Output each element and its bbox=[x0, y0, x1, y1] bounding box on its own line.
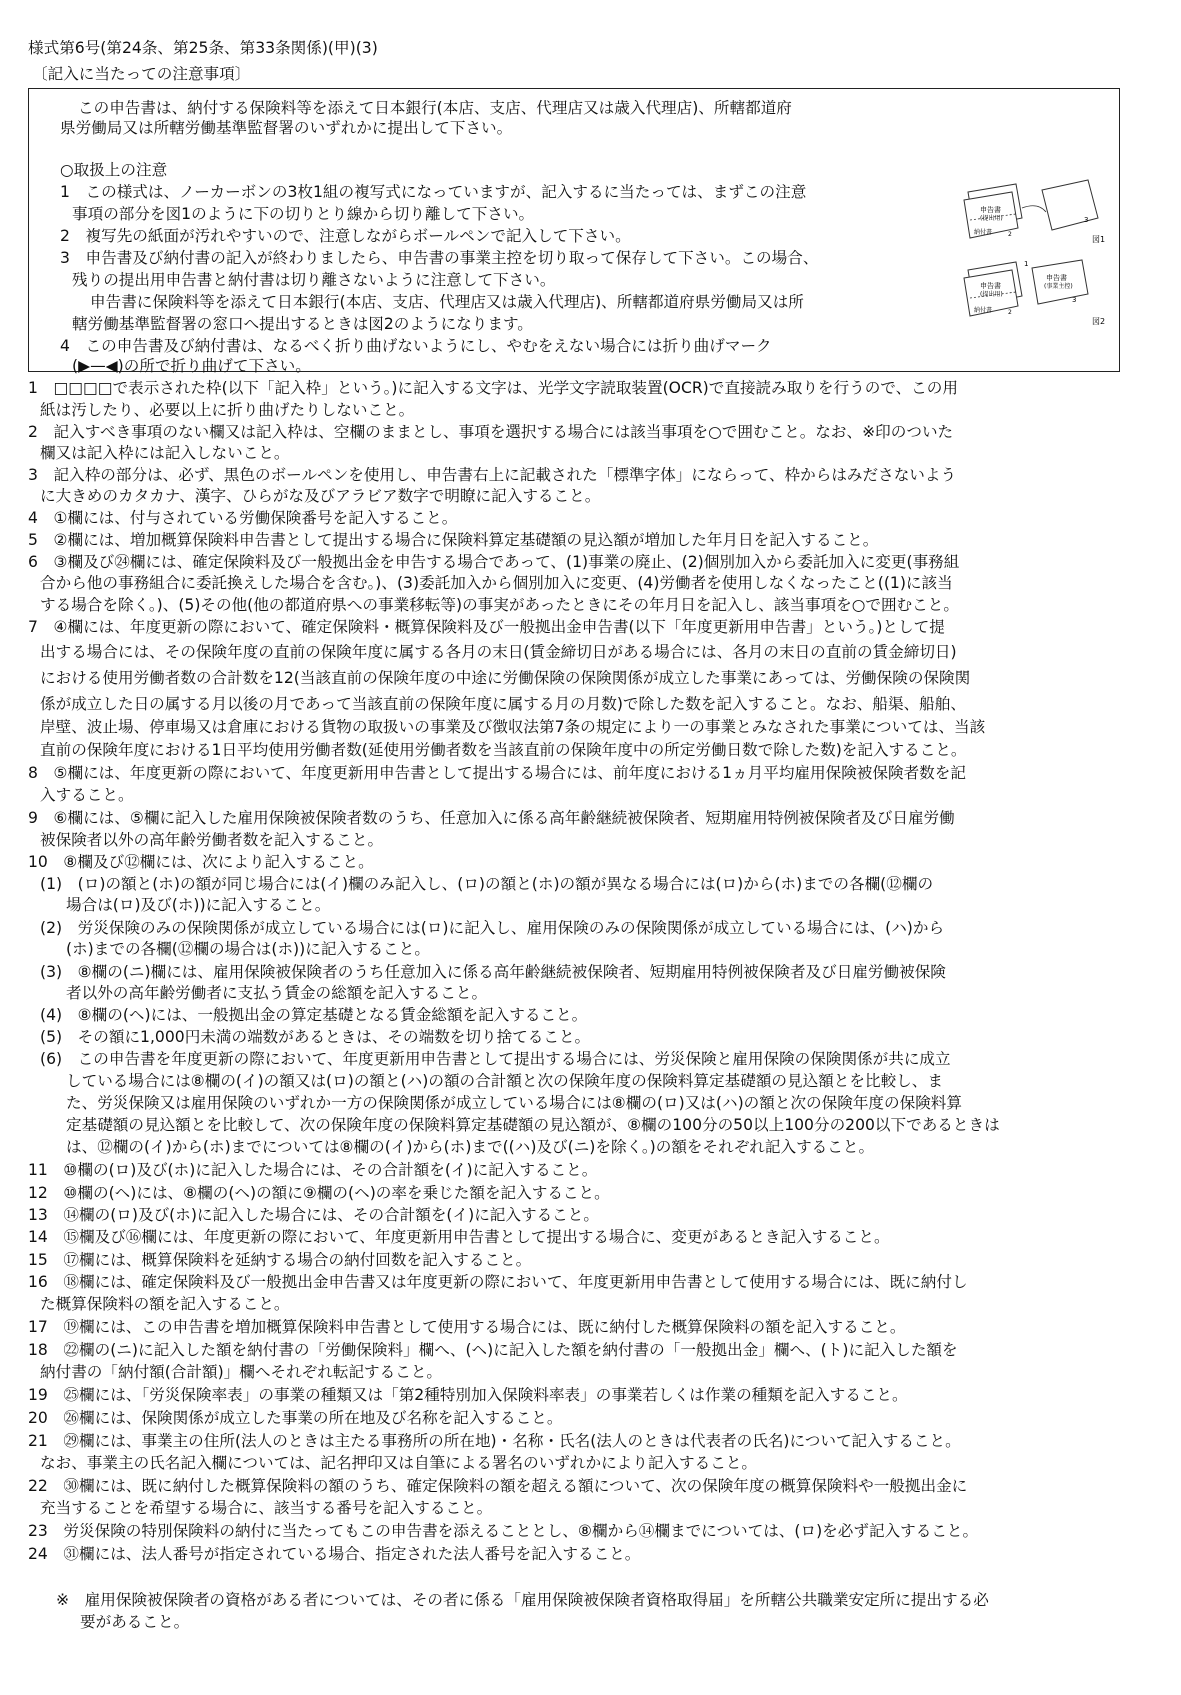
note-line: 岸壁、波止場、停車場又は倉庫における貨物の取扱いの事業及び徴収法第7条の規定により一の事業とみなされた事業については、当該 bbox=[40, 718, 986, 736]
note-line: (5) その額に1,000円未満の端数があるときは、その端数を切り捨てること。 bbox=[40, 1028, 591, 1046]
note-line: 24 ㉛欄には、法人番号が指定されている場合、指定された法人番号を記入すること。 bbox=[28, 1545, 641, 1563]
note-line: 係が成立した日の属する月以後の月であって当該直前の保険年度に属する月の月数)で除した数を記入すること。なお、船渠、船舶、 bbox=[40, 695, 966, 713]
fig2-sheet3-label: 申告書 bbox=[1046, 274, 1067, 282]
box-line: 4 この申告書及び納付書は、なるべく折り曲げないようにし、やむをえない場合には折り曲げマーク bbox=[60, 337, 772, 355]
note-line: 2 記入すべき事項のない欄又は記入枠は、空欄のままとし、事項を選択する場合には該当事項を○で囲むこと。なお、※印のついた bbox=[28, 423, 954, 441]
note-line: 6 ③欄及び㉔欄には、確定保険料及び一般拠出金を申告する場合であって、(1)事業の廃止、(2)個別加入から委託加入に変更(事務組 bbox=[28, 553, 960, 571]
note-line: 11 ⑩欄の(ロ)及び(ホ)に記入した場合には、その合計額を(イ)に記入すること。 bbox=[28, 1161, 598, 1179]
note-line: している場合には⑧欄の(イ)の額又は(ロ)の額と(ハ)の額の合計額と次の保険年度の保険料算定基礎額の見込額とを比較し、ま bbox=[66, 1072, 943, 1090]
note-line: (4) ⑧欄の(ヘ)には、一般拠出金の算定基礎となる賃金総額を記入すること。 bbox=[40, 1006, 588, 1024]
note-line: (2) 労災保険のみの保険関係が成立している場合には(ロ)に記入し、雇用保険のみの保険関係が成立している場合には、(ハ)から bbox=[40, 919, 945, 937]
note-line: 22 ㉚欄には、既に納付した概算保険料の額のうち、確定保険料の額を超える額について、次の保険年度の概算保険料や一般拠出金に bbox=[28, 1477, 968, 1495]
note-line: 合から他の事務組合に委託換えした場合を含む。)、(3)委託加入から個別加入に変更、(4)労働者を使用しなくなったこと((1)に該当 bbox=[40, 574, 953, 592]
note-line: 14 ⑮欄及び⑯欄には、年度更新の際において、年度更新用申告書として提出する場合に、変更があるとき記入すること。 bbox=[28, 1228, 890, 1246]
note-line: (3) ⑧欄の(ニ)欄には、雇用保険被保険者のうち任意加入に係る高年齢継続被保険者、短期雇用特例被保険者及び日雇労働被保険 bbox=[40, 963, 946, 981]
note-line: における使用労働者数の合計数を12(当該直前の保険年度の中途に労働保険の保険関係が成立した事業にあっては、労働保険の保険関 bbox=[40, 669, 971, 687]
fig1-caption: 図1 bbox=[1092, 235, 1106, 244]
note-line: 出する場合には、その保険年度の直前の保険年度に属する各月の末日(賃金締切日がある場合には、各月の末日の直前の賃金締切日) bbox=[40, 643, 957, 661]
fig2-sheet3-sub: (事業主控) bbox=[1044, 283, 1073, 290]
fig2-sheet1-label: 申告書 bbox=[980, 282, 1001, 290]
note-line: 21 ㉙欄には、事業主の住所(法人のときは主たる事務所の所在地)・名称・氏名(法人のときは代表者の氏名)について記入すること。 bbox=[28, 1432, 961, 1450]
box-heading: ○取扱上の注意 bbox=[60, 161, 168, 179]
note-line: 18 ㉒欄の(ニ)に記入した額を納付書の「労働保険料」欄へ、(ヘ)に記入した額を納付書の「一般拠出金」欄へ、(ト)に記入した額を bbox=[28, 1341, 958, 1359]
note-line: 紙は汚したり、必要以上に折り曲げたりしないこと。 bbox=[40, 401, 415, 419]
box-line: 残りの提出用申告書と納付書は切り離さないように注意して下さい。 bbox=[72, 271, 556, 289]
note-line: (ホ)までの各欄(⑫欄の場合は(ホ))に記入すること。 bbox=[66, 940, 430, 958]
note-line: する場合を除く。)、(5)その他(他の都道府県への事業移転等)の事実があったときにその年月日を記入し、該当事項を○で囲むこと。 bbox=[40, 596, 959, 614]
note-line: 充当することを希望する場合に、該当する番号を記入すること。 bbox=[40, 1499, 493, 1517]
note-line: 7 ④欄には、年度更新の際において、確定保険料・概算保険料及び一般拠出金申告書(以下「年度更新用申告書」という。)として提 bbox=[28, 618, 945, 636]
box-intro-line: 県労働局又は所轄労働基準監督署のいずれかに提出して下さい。 bbox=[60, 119, 513, 137]
fig2-num1: 1 bbox=[1024, 260, 1029, 268]
note-line: 直前の保険年度における1日平均使用労働者数(延使用労働者数を当該直前の保険年度中の所定労働日数で除した数)を記入すること。 bbox=[40, 741, 967, 759]
fig2-caption: 図2 bbox=[1092, 317, 1106, 326]
form-number: 様式第6号(第24条、第25条、第33条関係)(甲)(3) bbox=[28, 39, 378, 57]
note-line: 16 ⑱欄には、確定保険料及び一般拠出金申告書又は年度更新の際において、年度更新用申告書として使用する場合には、既に納付し bbox=[28, 1273, 968, 1291]
fig2-num3: 3 bbox=[1072, 296, 1077, 304]
note-line: た概算保険料の額を記入すること。 bbox=[40, 1295, 290, 1313]
note-line: 12 ⑩欄の(ヘ)には、⑧欄の(ヘ)の額に⑨欄の(ヘ)の率を乗じた額を記入すること。 bbox=[28, 1184, 610, 1202]
note-line: なお、事業主の氏名記入欄については、記名押印又は自筆による署名のいずれかにより記入すること。 bbox=[40, 1454, 758, 1472]
box-line: 1 この様式は、ノーカーボンの3枚1組の複写式になっていますが、記入するに当たっては、まずこの注意 bbox=[60, 183, 807, 201]
note-line: 20 ㉖欄には、保険関係が成立した事業の所在地及び名称を記入すること。 bbox=[28, 1409, 563, 1427]
note-line: (1) (ロ)の額と(ホ)の額が同じ場合には(イ)欄のみ記入し、(ロ)の額と(ホ)の額が異なる場合には(ロ)から(ホ)までの各欄(⑫欄の bbox=[40, 875, 934, 893]
fig2-sheet1-sub: (提出用) bbox=[980, 291, 1003, 298]
note-line: 23 労災保険の特別保険料の納付に当たってもこの申告書を添えることとし、⑧欄から⑭欄までについては、(ロ)を必ず記入すること。 bbox=[28, 1522, 979, 1540]
note-line: 入すること。 bbox=[40, 786, 134, 804]
box-line: 3 申告書及び納付書の記入が終わりましたら、申告書の事業主控を切り取って保存して下さい。この場合、 bbox=[60, 249, 819, 267]
note-line: 17 ⑲欄には、この申告書を増加概算保険料申告書として使用する場合には、既に納付した概算保険料の額を記入すること。 bbox=[28, 1318, 906, 1336]
note-line: 4 ①欄には、付与されている労働保険番号を記入すること。 bbox=[28, 509, 458, 527]
note-line: 9 ⑥欄には、⑤欄に記入した雇用保険被保険者数のうち、任意加入に係る高年齢継続被保険者、短期雇用特例被保険者及び日雇労働 bbox=[28, 809, 955, 827]
fig1-num2: 2 bbox=[1008, 231, 1012, 238]
fig2-sheet2-label: 納付書 bbox=[974, 307, 993, 314]
box-line: 事項の部分を図1のように下の切りとり線から切り離して下さい。 bbox=[72, 205, 535, 223]
note-line: 場合は(ロ)及び(ホ))に記入すること。 bbox=[66, 896, 331, 914]
note-line: 欄又は記入枠には記入しないこと。 bbox=[40, 444, 290, 462]
note-line: 13 ⑭欄の(ロ)及び(ホ)に記入した場合には、その合計額を(イ)に記入すること。 bbox=[28, 1206, 599, 1224]
note-line: 定基礎額の見込額とを比較して、次の保険年度の保険料算定基礎額の見込額が、⑧欄の100分の50以上100分の200以下であるときは bbox=[66, 1116, 1000, 1134]
note-line: 納付書の「納付額(合計額)」欄へそれぞれ転記すること。 bbox=[40, 1363, 443, 1381]
fig2-num2: 2 bbox=[1008, 309, 1012, 316]
figure-2 bbox=[960, 258, 1110, 330]
note-line: 8 ⑤欄には、年度更新の際において、年度更新用申告書として提出する場合には、前年度における1ヵ月平均雇用保険被保険者数を記 bbox=[28, 764, 966, 782]
box-line: 2 複写先の紙面が汚れやすいので、注意しながらボールペンで記入して下さい。 bbox=[60, 227, 631, 245]
note-line: 3 記入枠の部分は、必ず、黒色のボールペンを使用し、申告書右上に記載された「標準字体」にならって、枠からはみださないよう bbox=[28, 466, 957, 484]
box-line: 轄労働基準監督署の窓口へ提出するときは図2のようになります。 bbox=[72, 315, 533, 333]
note-line: 1 □□□□で表示された枠(以下「記入枠」という。)に記入する文字は、光学文字読取装置(OCR)で直接読み取りを行うので、この用 bbox=[28, 379, 958, 397]
note-line: た、労災保険又は雇用保険のいずれか一方の保険関係が成立している場合には⑧欄の(ロ)又は(ハ)の額と次の保険年度の保険料算 bbox=[66, 1094, 962, 1112]
section-title: 〔記入に当たっての注意事項〕 bbox=[32, 65, 251, 83]
note-line: 15 ⑰欄には、概算保険料を延納する場合の納付回数を記入すること。 bbox=[28, 1251, 532, 1269]
box-line: 申告書に保険料等を添えて日本銀行(本店、支店、代理店又は歳入代理店)、所轄都道府県労働局又は所 bbox=[90, 293, 804, 311]
note-line: (6) この申告書を年度更新の際において、年度更新用申告書として提出する場合には、労災保険と雇用保険の保険関係が共に成立 bbox=[40, 1050, 951, 1068]
fig1-sheet2-label: 納付書 bbox=[974, 229, 993, 236]
figure-1 bbox=[960, 178, 1110, 250]
fig1-num3: 3 bbox=[1084, 216, 1089, 224]
note-line: 5 ②欄には、増加概算保険料申告書として提出する場合に保険料算定基礎額の見込額が増加した年月日を記入すること。 bbox=[28, 531, 879, 549]
note-line: 者以外の高年齢労働者に支払う賃金の総額を記入すること。 bbox=[66, 984, 488, 1002]
fig1-sheet1-sub: (提出用) bbox=[980, 215, 1003, 222]
note-line: 19 ㉕欄には、「労災保険率表」の事業の種類又は「第2種特別加入保険料率表」の事業若しくは作業の種類を記入すること。 bbox=[28, 1386, 908, 1404]
footnote-line: ※ 雇用保険被保険者の資格がある者については、その者に係る「雇用保険被保険者資格取得届」を所轄公共職業安定所に提出する必 bbox=[56, 1591, 989, 1609]
note-line: 被保険者以外の高年齢労働者数を記入すること。 bbox=[40, 831, 384, 849]
box-intro-line: この申告書は、納付する保険料等を添えて日本銀行(本店、支店、代理店又は歳入代理店)、所轄都道府 bbox=[78, 99, 792, 117]
box-line: (▶—◀)の所で折り曲げて下さい。 bbox=[72, 357, 311, 375]
note-line: に大きめのカタカナ、漢字、ひらがな及びアラビア数字で明瞭に記入すること。 bbox=[40, 487, 601, 505]
footnote-line: 要があること。 bbox=[80, 1613, 190, 1631]
fig1-sheet1-label: 申告書 bbox=[980, 206, 1001, 214]
note-line: は、⑫欄の(イ)から(ホ)までについては⑧欄の(イ)から(ホ)まで((ハ)及び(ニ)を除く。)の額をそれぞれ記入すること。 bbox=[66, 1138, 875, 1156]
note-line: 10 ⑧欄及び⑫欄には、次により記入すること。 bbox=[28, 853, 374, 871]
